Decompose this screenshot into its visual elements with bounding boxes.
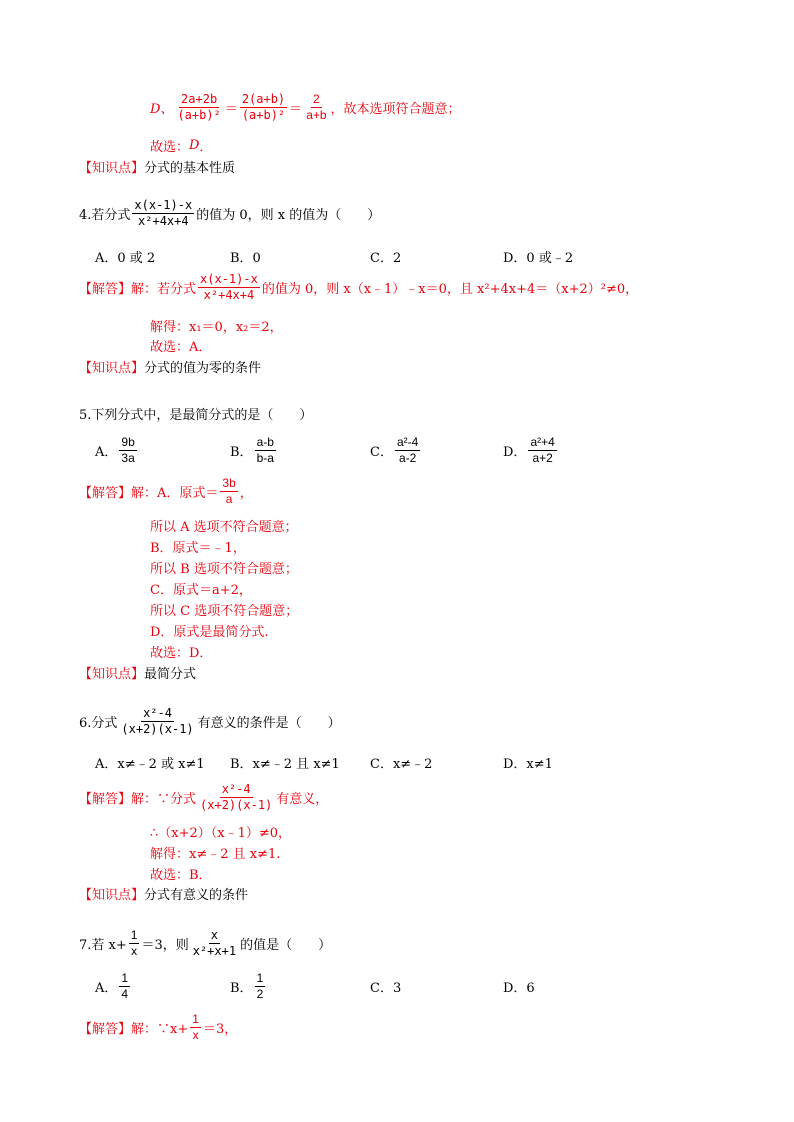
q6-answer-line: ∴（x+2）（x﹣1）≠0， (150, 826, 292, 841)
fraction: $\frac{1}{x}$ (130, 928, 138, 958)
fraction: $\frac{\text{x²-4}}{(x+2)(x-1)}$ (121, 706, 194, 736)
fraction: $\frac{2a+2b}{\text{(a+b)²}}$ (177, 92, 221, 122)
q4-option-d: D．0 或﹣2 (503, 251, 574, 266)
fraction: $\frac{\text{a²+4}}{a+2}$ (530, 435, 555, 465)
fraction: $\frac{2(a+b)}{\text{(a+b)²}}$ (241, 92, 286, 122)
q6-option-c: C．x≠﹣2 (370, 757, 433, 772)
fraction: $\frac{a-b}{b-a}$ (256, 435, 274, 465)
q5-answer-line: 所以 A 选项不符合题意； (150, 520, 298, 535)
q7-option-d: D．6 (503, 981, 535, 996)
q5-answer-line: 所以 B 选项不符合题意； (150, 562, 298, 577)
q5-stem: 5.下列分式中，是最简分式的是（ ） (79, 408, 313, 423)
q6-answer: 【解答】 解：∵分式 $\frac{\text{x²-4}}{(x+2)(x-1)}$ 有意义， (79, 782, 329, 812)
q5-option-a: A． $\frac{9b}{3a}$ (95, 435, 135, 465)
q4-stem: 4.若分式 $\frac{x(x-1)-x}{\text{x²+4x+4}}$ 的值为 0，则 x 的值为（ ） (79, 198, 381, 228)
q5-option-b: B． $\frac{a-b}{b-a}$ (230, 435, 274, 465)
q6-option-b: B．x≠﹣2 且 x≠1 (230, 757, 340, 772)
q3-option-d-line: D、 $\frac{2a+2b}{\text{(a+b)²}}$ ＝ $\frac{2(a+b)}{\text{(a+b)²}}$ ＝ $\frac{2}{a+b}$ ，故本选项符合题意； (150, 92, 461, 122)
q6-answer-line: 故选：B． (150, 868, 212, 883)
q5-answer-line: B．原式＝﹣1， (150, 541, 246, 556)
q4-answer-line: 故选：A． (150, 340, 212, 355)
fraction: $\frac{3b}{a}$ (222, 476, 236, 506)
q3-conclusion: 故选： D ． (150, 138, 213, 155)
fraction: $\frac{x(x-1)-x}{\text{x²+4x+4}}$ (200, 272, 258, 302)
q7-stem: 7.若 x+ $\frac{1}{x}$ ＝3，则 $\frac{x}{\text{x²+x+1}}$ 的值是（ ） (79, 928, 332, 958)
fraction: $\frac{9b}{3a}$ (121, 435, 135, 465)
q6-option-d: D．x≠1 (503, 757, 553, 772)
fraction: $\frac{2}{a+b}$ (306, 92, 327, 122)
fraction: $\frac{x(x-1)-x}{\text{x²+4x+4}}$ (134, 198, 193, 228)
q7-option-c: C．3 (370, 981, 402, 996)
q4-option-a: A．0 或 2 (95, 251, 156, 266)
q4-option-c: C．2 (370, 251, 402, 266)
q5-option-d: D． $\frac{\text{a²+4}}{a+2}$ (503, 435, 555, 465)
q7-option-a: A． $\frac{1}{4}$ (95, 971, 129, 1001)
q6-option-a: A．x≠﹣2 或 x≠1 (95, 757, 205, 772)
fraction: $\frac{\text{x²-4}}{(x+2)(x-1)}$ (200, 782, 273, 812)
q5-answer-line: D．原式是最简分式. (150, 625, 269, 640)
q5-answer: 【解答】 解：A．原式＝ $\frac{3b}{a}$ ， (79, 476, 253, 506)
fraction: $\frac{1}{4}$ (121, 971, 129, 1001)
q5-answer-line: C．原式＝a+2， (150, 583, 252, 598)
q3-knowledge-point: 【知识点】 分式的基本性质 (79, 161, 236, 176)
q4-option-b: B．0 (230, 251, 261, 266)
q6-knowledge-point: 【知识点】 分式有意义的条件 (79, 888, 249, 903)
fraction: $\frac{x}{\text{x²+x+1}}$ (192, 928, 237, 958)
fraction: $\frac{1}{2}$ (256, 971, 264, 1001)
q6-stem: 6.分式 $\frac{\text{x²-4}}{(x+2)(x-1)}$ 有意义的条件是（ ） (79, 706, 341, 736)
q5-knowledge-point: 【知识点】 最简分式 (79, 667, 197, 682)
q5-option-c: C． $\frac{\text{a²-4}}{a-2}$ (370, 435, 419, 465)
q6-answer-line: 解得：x≠﹣2 且 x≠1. (150, 847, 281, 862)
fraction: $\frac{1}{x}$ (192, 1012, 199, 1042)
q4-answer-line: 解得：x₁＝0，x₂＝2， (150, 320, 283, 335)
q4-answer: 【解答】 解：若分式 $\frac{x(x-1)-x}{\text{x²+4x+4}}$ 的值为 0，则 x（x﹣1）﹣x＝0，且 x²+4x+4＝（x+2）²≠0， (79, 272, 639, 302)
q4-knowledge-point: 【知识点】 分式的值为零的条件 (79, 361, 262, 376)
fraction: $\frac{\text{a²-4}}{a-2}$ (396, 435, 419, 465)
q7-option-b: B． $\frac{1}{2}$ (230, 971, 264, 1001)
q5-answer-line: 所以 C 选项不符合题意； (150, 604, 299, 619)
q7-answer: 【解答】 解：∵x+ $\frac{1}{x}$ ＝3， (79, 1012, 238, 1042)
q5-answer-line: 故选：D． (150, 646, 213, 661)
